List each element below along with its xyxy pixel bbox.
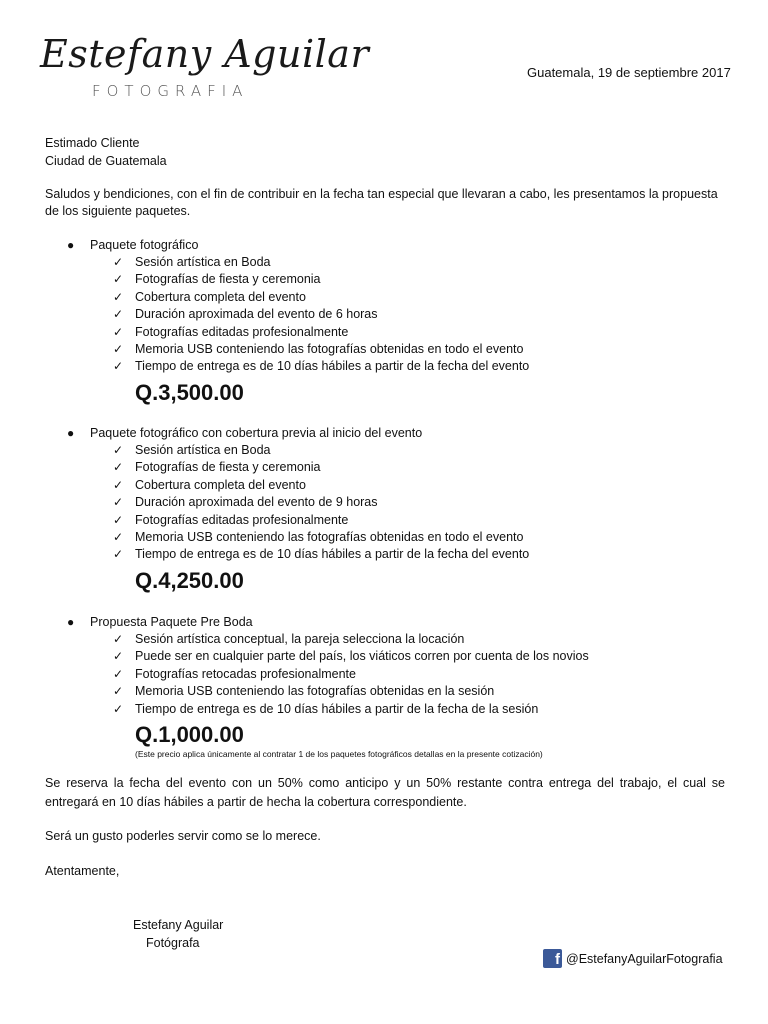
recipient-block: [45, 134, 167, 170]
item-text: Tiempo de entrega es de 10 días hábiles a partir de la fecha del evento: [135, 359, 530, 374]
item-text: Cobertura completa del evento: [135, 289, 306, 304]
package-1: [45, 237, 735, 408]
item-text: Memoria USB conteniendo las fotografías obtenidas en todo el evento: [135, 342, 524, 357]
list-item: [45, 324, 735, 341]
checkmark-icon: ✓: [113, 342, 124, 357]
package-title-text: Paquete fotográfico: [90, 238, 199, 252]
logo-name: Estefany Aguilar: [40, 32, 370, 76]
item-text: Memoria USB conteniendo las fotografías obtenidas en todo el evento: [135, 530, 524, 545]
checkmark-icon: ✓: [113, 530, 124, 545]
price-note: (Este precio aplica únicamente al contratar 1 de los paquetes fotográficos detallas en la presente cotización): [135, 749, 543, 760]
signer-name: Estefany Aguilar: [133, 918, 224, 932]
package-price: Q.4,250.00: [135, 567, 244, 593]
list-item: [45, 529, 735, 546]
checkmark-icon: ✓: [113, 684, 124, 699]
social-handle-text: @EstefanyAguilarFotografia: [566, 951, 723, 966]
signer-role: Fotógrafa: [146, 936, 200, 950]
list-item: [45, 648, 735, 665]
package-price: Q.3,500.00: [135, 379, 244, 405]
package-items: [45, 442, 735, 564]
item-text: Puede ser en cualquier parte del país, los viáticos corren por cuenta de los novios: [135, 649, 589, 664]
item-text: Tiempo de entrega es de 10 días hábiles a partir de la fecha de la sesión: [135, 701, 539, 716]
intro-paragraph: Saludos y bendiciones, con el fin de contribuir en la fecha tan especial que llevaran a cabo, les presentamos la propuesta de los siguiente paquetes.: [45, 187, 718, 218]
item-text: Fotografías editadas profesionalmente: [135, 324, 349, 339]
checkmark-icon: ✓: [113, 495, 124, 510]
social-handle: [543, 949, 723, 968]
list-item: [45, 341, 735, 358]
checkmark-icon: ✓: [113, 460, 124, 475]
package-3: [45, 614, 735, 760]
list-item: [45, 701, 735, 718]
checkmark-icon: ✓: [113, 443, 124, 457]
checkmark-icon: ✓: [113, 512, 124, 527]
item-text: Cobertura completa del evento: [135, 477, 306, 492]
list-item: [45, 459, 735, 476]
facebook-icon: f: [543, 949, 562, 968]
item-text: Fotografías editadas profesionalmente: [135, 512, 349, 527]
bullet-icon: ●: [67, 238, 75, 252]
item-text: Fotografías de fiesta y ceremonia: [135, 460, 321, 475]
package-items: [45, 631, 735, 718]
logo: [40, 32, 370, 112]
checkmark-icon: ✓: [113, 547, 124, 562]
checkmark-icon: ✓: [113, 632, 124, 646]
package-price: Q.1,000.00: [135, 722, 244, 748]
package-2: [45, 425, 735, 596]
checkmark-icon: ✓: [113, 289, 124, 304]
list-item: [45, 306, 735, 323]
package-items: [45, 254, 735, 376]
item-text: Fotografías retocadas profesionalmente: [135, 666, 356, 681]
greeting: Atentamente,: [45, 864, 120, 878]
letter-date: Guatemala, 19 de septiembre 2017: [527, 65, 731, 80]
closing-line: Será un gusto poderles servir como se lo merece.: [45, 829, 321, 843]
package-title: [67, 237, 768, 254]
list-item: [45, 254, 735, 271]
item-text: Fotografías de fiesta y ceremonia: [135, 272, 321, 287]
package-title-text: Propuesta Paquete Pre Boda: [90, 615, 253, 629]
terms-paragraph: Se reserva la fecha del evento con un 50% como anticipo y un 50% restante contra entrega del trabajo, el cual se entregará en 10 días hábiles a partir de hecha la cobertura correspondiente.: [45, 776, 725, 809]
item-text: Duración aproximada del evento de 9 horas: [135, 495, 378, 510]
item-text: Tiempo de entrega es de 10 días hábiles a partir de la fecha del evento: [135, 547, 530, 562]
bullet-icon: ●: [67, 615, 75, 629]
item-text: Sesión artística conceptual, la pareja selecciona la locación: [135, 632, 465, 646]
checkmark-icon: ✓: [113, 666, 124, 681]
list-item: [45, 666, 735, 683]
list-item: [45, 683, 735, 700]
checkmark-icon: ✓: [113, 307, 124, 322]
package-title-text: Paquete fotográfico con cobertura previa al inicio del evento: [90, 426, 423, 440]
package-title: [67, 425, 768, 442]
checkmark-icon: ✓: [113, 649, 124, 664]
checkmark-icon: ✓: [113, 255, 124, 269]
checkmark-icon: ✓: [113, 324, 124, 339]
logo-subtitle: FOTOGRAFIA: [92, 82, 249, 100]
list-item: [45, 477, 735, 494]
package-title: [67, 614, 768, 631]
checkmark-icon: ✓: [113, 359, 124, 374]
signature-block: [133, 916, 223, 952]
checkmark-icon: ✓: [113, 272, 124, 287]
list-item: [45, 289, 735, 306]
list-item: [45, 494, 735, 511]
list-item: [45, 512, 735, 529]
list-item: [45, 271, 735, 288]
list-item: [45, 442, 735, 459]
item-text: Sesión artística en Boda: [135, 443, 271, 457]
recipient-line-2: Ciudad de Guatemala: [45, 154, 167, 168]
list-item: [45, 546, 735, 563]
list-item: [45, 631, 735, 648]
recipient-line-1: Estimado Cliente: [45, 136, 140, 150]
bullet-icon: ●: [67, 426, 75, 440]
checkmark-icon: ✓: [113, 477, 124, 492]
item-text: Duración aproximada del evento de 6 horas: [135, 307, 378, 322]
item-text: Memoria USB conteniendo las fotografías obtenidas en la sesión: [135, 684, 495, 699]
checkmark-icon: ✓: [113, 701, 124, 716]
item-text: Sesión artística en Boda: [135, 255, 271, 269]
list-item: [45, 358, 735, 375]
